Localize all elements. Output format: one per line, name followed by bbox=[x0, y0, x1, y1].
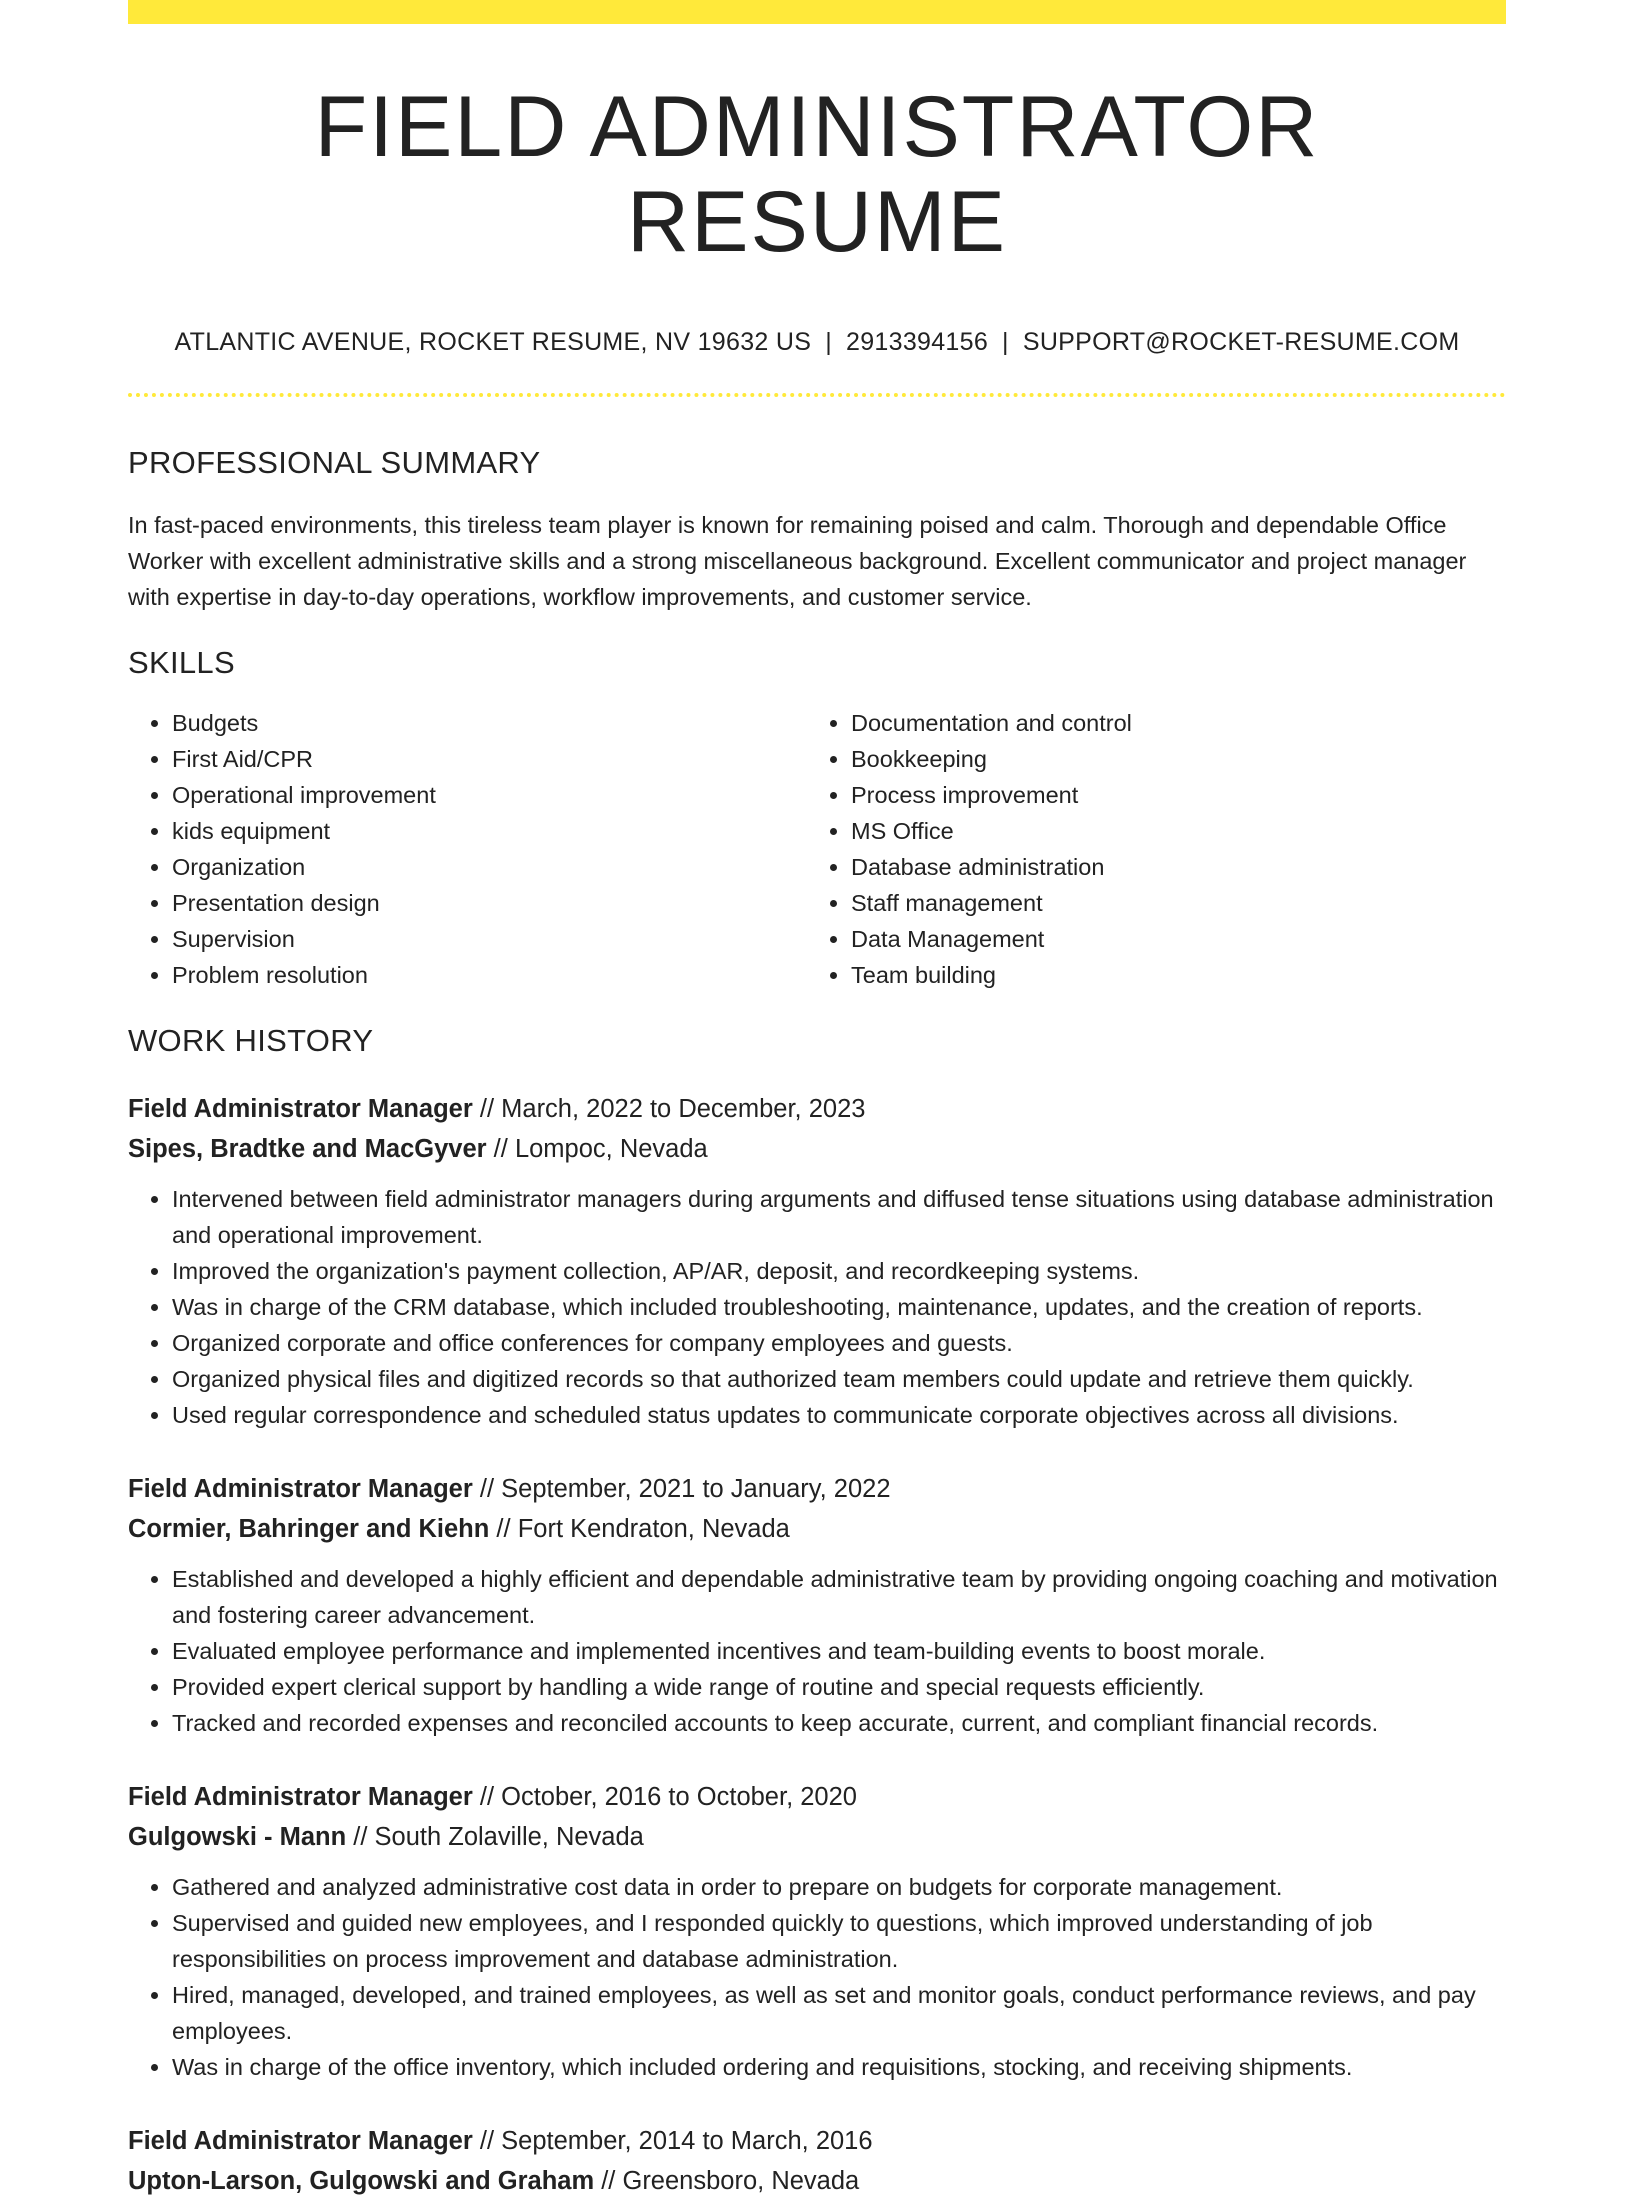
job-separator: // bbox=[493, 1135, 508, 1164]
job-bullet: • Organized corporate and office conferences for company employees and guests. bbox=[172, 1325, 1506, 1361]
skills-column-right bbox=[807, 705, 1132, 993]
skill-item: • Budgets bbox=[172, 705, 807, 741]
job-bullets bbox=[128, 1181, 1506, 1433]
job-location: Lompoc, Nevada bbox=[514, 1135, 708, 1164]
job-bullet: • Gathered and analyzed administrative cost data in order to prepare on budgets for corporate management. bbox=[172, 1869, 1506, 1905]
job-bullet: • Hired, managed, developed, and trained employees, as well as set and monitor goals, conduct performance reviews, and pay employees. bbox=[172, 1977, 1506, 2049]
job-title-line bbox=[128, 2121, 1506, 2161]
job-location: Fort Kendraton, Nevada bbox=[517, 1515, 790, 1544]
job-bullet: • Evaluated employee performance and implemented incentives and team-building events to boost morale. bbox=[172, 1633, 1506, 1669]
skill-item: • Team building bbox=[851, 957, 1132, 993]
job-company: Upton-Larson, Gulgowski and Graham bbox=[128, 2167, 595, 2196]
contact-line bbox=[128, 327, 1506, 357]
job-company: Cormier, Bahringer and Kiehn bbox=[128, 1515, 490, 1544]
job-bullet: • Provided expert clerical support by handling a wide range of routine and special requests efficiently. bbox=[172, 1669, 1506, 1705]
work-history-heading: WORK HISTORY bbox=[128, 1023, 374, 1059]
job-title: Field Administrator Manager bbox=[128, 1783, 473, 1812]
job-dates: October, 2016 to October, 2020 bbox=[501, 1783, 857, 1812]
job-location: South Zolaville, Nevada bbox=[374, 1823, 644, 1852]
job-title-line bbox=[128, 1089, 1506, 1129]
resume-title: FIELD ADMINISTRATOR RESUME bbox=[314, 79, 1320, 270]
contact-separator: | bbox=[825, 328, 832, 357]
job-separator: // bbox=[479, 1783, 495, 1812]
job-title: Field Administrator Manager bbox=[128, 1095, 473, 1124]
contact-phone: 2913394156 bbox=[846, 328, 989, 357]
skills-list bbox=[128, 705, 1506, 993]
skill-item: • Problem resolution bbox=[172, 957, 807, 993]
job-location: Greensboro, Nevada bbox=[622, 2167, 860, 2196]
contact-address: ATLANTIC AVENUE, ROCKET RESUME, NV 19632 US bbox=[174, 328, 812, 357]
job-bullet: • Supervised and guided new employees, and I responded quickly to questions, which improved understanding of job responsibilities on process improvement and database administration. bbox=[172, 1905, 1506, 1977]
job-bullets bbox=[128, 1869, 1506, 2085]
skill-item: • Presentation design bbox=[172, 885, 807, 921]
job-company: Sipes, Bradtke and MacGyver bbox=[128, 1135, 487, 1164]
job-title-line bbox=[128, 1777, 1506, 1817]
skills-column-left bbox=[128, 705, 807, 993]
job-bullet: • Tracked and recorded expenses and reconciled accounts to keep accurate, current, and compliant financial records. bbox=[172, 1705, 1506, 1741]
job-bullets bbox=[128, 1561, 1506, 1741]
job-company-line bbox=[128, 2161, 1506, 2201]
job-title-line bbox=[128, 1469, 1506, 1509]
contact-separator: | bbox=[1002, 328, 1009, 357]
skill-item: • Operational improvement bbox=[172, 777, 807, 813]
job-dates: September, 2021 to January, 2022 bbox=[501, 1475, 891, 1504]
job-separator: // bbox=[479, 2127, 495, 2156]
job-bullet: • Intervened between field administrator managers during arguments and diffused tense situations using database administration and operational improvement. bbox=[172, 1181, 1506, 1253]
job-separator: // bbox=[353, 1823, 368, 1852]
job-company-line bbox=[128, 1817, 1506, 1857]
skill-item: • Documentation and control bbox=[851, 705, 1132, 741]
job-bullet: • Was in charge of the office inventory, which included ordering and requisitions, stocking, and receiving shipments. bbox=[172, 2049, 1506, 2085]
job-entry bbox=[128, 1469, 1506, 1741]
job-dates: March, 2022 to December, 2023 bbox=[501, 1095, 866, 1124]
job-entry bbox=[128, 1777, 1506, 2085]
job-entry bbox=[128, 1089, 1506, 1433]
job-dates: September, 2014 to March, 2016 bbox=[501, 2127, 873, 2156]
job-company: Gulgowski - Mann bbox=[128, 1823, 347, 1852]
skill-item: • MS Office bbox=[851, 813, 1132, 849]
job-separator: // bbox=[601, 2167, 616, 2196]
job-bullet: • Improved the organization's payment collection, AP/AR, deposit, and recordkeeping systems. bbox=[172, 1253, 1506, 1289]
skill-item: • First Aid/CPR bbox=[172, 741, 807, 777]
summary-heading: PROFESSIONAL SUMMARY bbox=[128, 445, 541, 481]
summary-text: In fast-paced environments, this tireless team player is known for remaining poised and calm. Thorough and dependable Office Worker with excellent administrative skills and a strong miscellaneous background. Excellent communicator and project manager with expertise in day-to-day operations, workflow improvements, and customer service. bbox=[128, 512, 1467, 611]
skill-item: • Bookkeeping bbox=[851, 741, 1132, 777]
resume-page bbox=[128, 0, 1506, 2201]
skills-heading: SKILLS bbox=[128, 645, 235, 681]
job-company-line bbox=[128, 1509, 1506, 1549]
top-accent-bar bbox=[128, 0, 1506, 24]
skill-item: • kids equipment bbox=[172, 813, 807, 849]
contact-email: SUPPORT@ROCKET-RESUME.COM bbox=[1022, 328, 1460, 357]
job-separator: // bbox=[496, 1515, 511, 1544]
skill-item: • Staff management bbox=[851, 885, 1132, 921]
job-entry bbox=[128, 2121, 1506, 2201]
skill-item: • Supervision bbox=[172, 921, 807, 957]
job-separator: // bbox=[479, 1475, 495, 1504]
job-title: Field Administrator Manager bbox=[128, 2127, 473, 2156]
job-bullet: • Established and developed a highly efficient and dependable administrative team by providing ongoing coaching and motivation and fostering career advancement. bbox=[172, 1561, 1506, 1633]
job-title: Field Administrator Manager bbox=[128, 1475, 473, 1504]
dotted-divider bbox=[128, 393, 1506, 397]
job-separator: // bbox=[479, 1095, 495, 1124]
job-bullet: • Organized physical files and digitized records so that authorized team members could update and retrieve them quickly. bbox=[172, 1361, 1506, 1397]
skill-item: • Process improvement bbox=[851, 777, 1132, 813]
job-company-line bbox=[128, 1129, 1506, 1169]
job-bullet: • Was in charge of the CRM database, which included troubleshooting, maintenance, updates, and the creation of reports. bbox=[172, 1289, 1506, 1325]
skill-item: • Organization bbox=[172, 849, 807, 885]
skill-item: • Data Management bbox=[851, 921, 1132, 957]
job-bullet: • Used regular correspondence and scheduled status updates to communicate corporate objectives across all divisions. bbox=[172, 1397, 1506, 1433]
skill-item: • Database administration bbox=[851, 849, 1132, 885]
